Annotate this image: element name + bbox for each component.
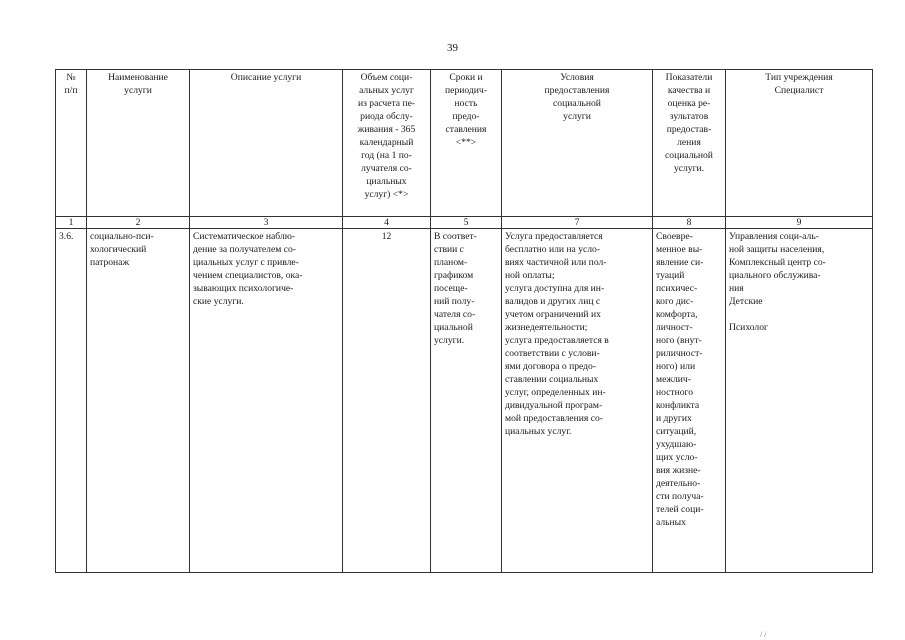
text-line: хологический — [90, 244, 147, 255]
text-line: услуга предоставляется в — [505, 335, 609, 346]
text-line: жизнедеятельности; — [505, 322, 588, 333]
text-line: психичес- — [656, 283, 698, 294]
text-line: дивидуальной програм- — [505, 400, 603, 411]
text-line: Специалист — [774, 85, 824, 96]
text-line: Условия — [560, 72, 594, 83]
text-line: п/п — [64, 85, 78, 96]
text-line: ставления — [445, 124, 487, 135]
text-line: качества и — [667, 85, 711, 96]
text-line: личност- — [656, 322, 693, 333]
text-line: ностного — [656, 387, 694, 398]
text-line: Объем соци- — [360, 72, 413, 83]
text-line: В соответ- — [434, 231, 477, 242]
text-line: предостав- — [666, 124, 712, 135]
text-line: риода обслу- — [360, 111, 413, 122]
institution-type — [729, 230, 869, 308]
service-terms — [431, 229, 502, 573]
text-line: услуги. — [434, 335, 465, 346]
text-line: ний полу- — [434, 296, 475, 307]
text-line: деятельно- — [656, 478, 701, 489]
text-line: учетом ограничений их — [505, 309, 601, 320]
header-quality — [653, 70, 726, 217]
text-line: чением специалистов, ока- — [193, 270, 303, 281]
text-line: кого дис- — [656, 296, 694, 307]
text-line: циальных услуг с привле- — [193, 257, 299, 268]
text-line: и других — [656, 413, 692, 424]
service-conditions — [502, 229, 653, 573]
text-line: сти получа- — [656, 491, 704, 502]
text-line: Наименование — [108, 72, 168, 83]
text-line: ность — [454, 98, 478, 109]
text-line: предо- — [452, 111, 480, 122]
text-line: живания - 365 — [357, 124, 416, 135]
text-line: <**> — [455, 137, 477, 148]
text-line: предоставления — [544, 85, 610, 96]
service-description — [190, 229, 343, 573]
text-line: ной защиты населения, — [729, 244, 825, 255]
header-row — [56, 70, 873, 217]
column-number: 1 — [56, 217, 87, 229]
column-number: 2 — [87, 217, 190, 229]
header-number — [56, 70, 87, 217]
text-line: услуги — [124, 85, 152, 96]
column-number: 8 — [653, 217, 726, 229]
text-line: ями договора о предо- — [505, 361, 597, 372]
stray-mark: / / — [760, 630, 767, 639]
text-line: ния — [729, 283, 744, 294]
service-quality — [653, 229, 726, 573]
text-line: услуги. — [673, 163, 705, 174]
text-line: социально-пси- — [90, 231, 154, 242]
text-line: услуга доступна для ин- — [505, 283, 605, 294]
service-volume: 12 — [343, 229, 431, 573]
header-service-name — [87, 70, 190, 217]
text-line: межлич- — [656, 374, 691, 385]
column-number: 4 — [343, 217, 431, 229]
text-line: Комплексный центр со- — [729, 257, 826, 268]
text-line: графиком — [434, 270, 474, 281]
text-line: посеще- — [434, 283, 468, 294]
text-line: Детские — [729, 296, 763, 307]
text-line: альных — [656, 517, 686, 528]
text-line: ной оплаты; — [505, 270, 555, 281]
text-line: ситуаций, — [656, 426, 697, 437]
text-line: соответствии с услови- — [505, 348, 600, 359]
text-line: конфликта — [656, 400, 700, 411]
text-line: туаций — [656, 270, 685, 281]
text-line: услуг, определенных ин- — [505, 387, 606, 398]
header-institution — [726, 70, 873, 217]
header-terms — [431, 70, 502, 217]
text-line: виях частичной или пол- — [505, 257, 607, 268]
text-line: Тип учреждения — [765, 72, 833, 83]
text-line: зывающих психологиче- — [193, 283, 294, 294]
text-line: № — [66, 72, 76, 83]
column-number: 7 — [502, 217, 653, 229]
column-number: 9 — [726, 217, 873, 229]
text-line: мой предоставления со- — [505, 413, 603, 424]
services-table — [55, 69, 873, 573]
text-line: ставлении социальных — [505, 374, 599, 385]
text-line: лучателя со- — [361, 163, 412, 174]
specialist: Психолог — [729, 322, 768, 333]
column-number: 3 — [190, 217, 343, 229]
text-line: циальной — [434, 322, 473, 333]
text-line: Описание услуги — [230, 72, 302, 83]
text-line: оценка ре- — [667, 98, 711, 109]
table-row — [56, 229, 873, 573]
service-name — [87, 229, 190, 573]
text-line: календарный — [359, 137, 414, 148]
text-line: альных услуг — [359, 85, 414, 96]
header-volume — [343, 70, 431, 217]
text-line: Своевре- — [656, 231, 693, 242]
column-number: 5 — [431, 217, 502, 229]
text-line: явление си- — [656, 257, 704, 268]
text-line: Сроки и — [449, 72, 483, 83]
text-line: телей соци- — [656, 504, 704, 515]
text-line: ствии с — [434, 244, 464, 255]
header-description — [190, 70, 343, 217]
text-line: Управления соци-аль- — [729, 231, 819, 242]
text-line: год (на 1 по- — [361, 150, 412, 161]
text-line: социальной — [553, 98, 601, 109]
text-line: бесплатно или на усло- — [505, 244, 601, 255]
text-line: из расчета пе- — [357, 98, 416, 109]
text-line: периодич- — [445, 85, 487, 96]
text-line: Показатели — [665, 72, 713, 83]
text-line: вия жизне- — [656, 465, 701, 476]
text-line: ного (внут- — [656, 335, 702, 346]
row-number: 3.6. — [56, 229, 87, 573]
text-line: менное вы- — [656, 244, 703, 255]
text-line: комфорта, — [656, 309, 698, 320]
text-line: дение за получателем со- — [193, 244, 296, 255]
text-line: зультатов — [669, 111, 709, 122]
text-line: ские услуги. — [193, 296, 244, 307]
text-line: услуги — [563, 111, 591, 122]
text-line: циальных — [366, 176, 407, 187]
service-institution — [726, 229, 873, 573]
text-line: услуг) <*> — [364, 189, 409, 200]
text-line: патронаж — [90, 257, 130, 268]
text-line: Систематическое наблю- — [193, 231, 296, 242]
text-line: циальных услуг. — [505, 426, 572, 437]
text-line: риличност- — [656, 348, 703, 359]
text-line: щих усло- — [656, 452, 698, 463]
text-line: социальной — [665, 150, 713, 161]
text-line: ного) или — [656, 361, 696, 372]
text-line: валидов и других лиц с — [505, 296, 601, 307]
text-line: Услуга предоставляется — [505, 231, 603, 242]
column-number-row — [56, 217, 873, 229]
text-line: планом- — [434, 257, 468, 268]
text-line: ухудшаю- — [656, 439, 697, 450]
text-line: циального обслужива- — [729, 270, 821, 281]
text-line: чателя со- — [434, 309, 476, 320]
text-line: ления — [677, 137, 701, 148]
page-number: 39 — [447, 42, 458, 54]
header-conditions — [502, 70, 653, 217]
